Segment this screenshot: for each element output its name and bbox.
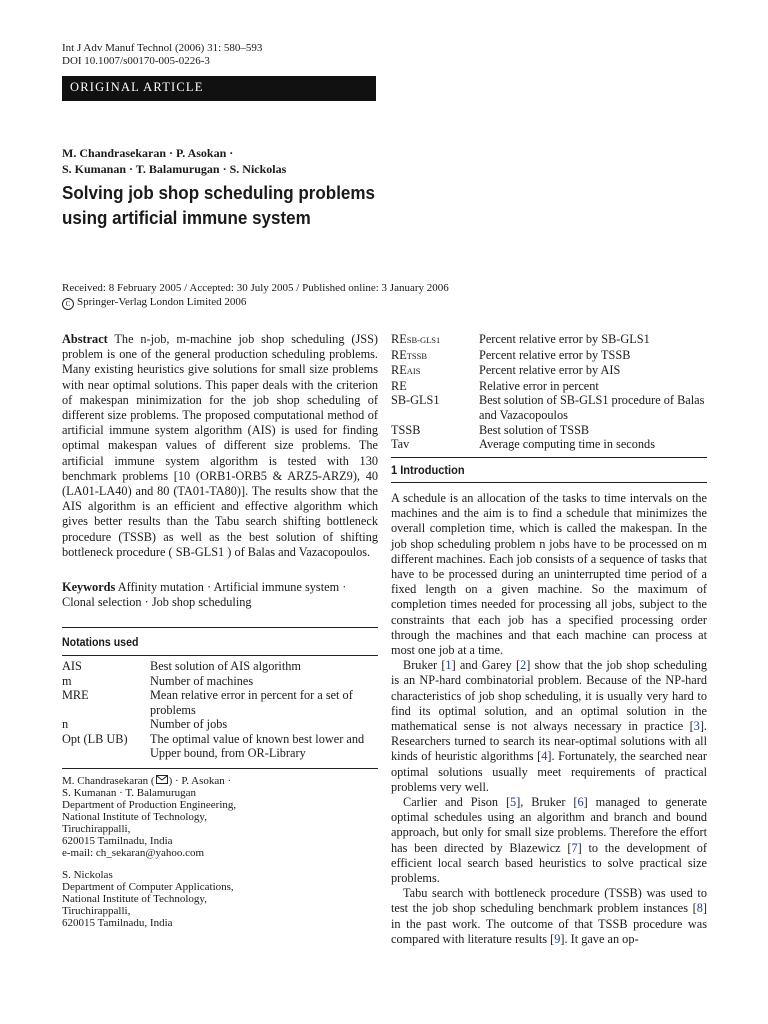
text-run: ] in the past work. The outcome of that TSSB procedure was compared with literature results [ bbox=[391, 901, 707, 946]
affiliation-line: 620015 Tamilnadu, India bbox=[62, 917, 173, 929]
text-run: ], Bruker [ bbox=[516, 795, 578, 810]
notation-term bbox=[391, 332, 479, 348]
notation-term-base: RE bbox=[391, 347, 407, 362]
author-list bbox=[62, 145, 286, 177]
notation-definition: Percent relative error by AIS bbox=[479, 363, 621, 378]
copyright-icon: C bbox=[62, 298, 74, 310]
divider bbox=[62, 768, 378, 769]
affiliation-line: 620015 Tamilnadu, India bbox=[62, 835, 173, 847]
notation-term: Tav bbox=[391, 437, 410, 452]
title-line-1: Solving job shop scheduling problems bbox=[62, 182, 376, 203]
text-run: ]. Researchers turned to search its near-optimal solutions with all kinds of heuristic algorithms [ bbox=[391, 719, 707, 764]
affiliation-line: National Institute of Technology, bbox=[62, 893, 207, 905]
author-line-1: M. Chandrasekaran · P. Asokan · bbox=[62, 146, 234, 160]
copyright-line bbox=[62, 295, 449, 310]
divider bbox=[62, 655, 378, 656]
notation-definition: Percent relative error by SB-GLS1 bbox=[479, 332, 650, 346]
spacer bbox=[62, 859, 378, 869]
text-run: ] to the development of efficient local search based heuristics to solve practical size problems. bbox=[391, 840, 707, 886]
notation-row bbox=[391, 332, 707, 348]
affiliation-line: Department of Computer Applications, bbox=[62, 881, 234, 893]
text-run: ]. It gave an op- bbox=[560, 931, 639, 946]
notation-definition: Mean relative error in percent for a set of problems bbox=[150, 688, 353, 717]
section-heading: 1 Introduction bbox=[391, 463, 465, 477]
paragraph bbox=[391, 886, 707, 947]
abstract-text: The n-job, m-machine job shop scheduling (JSS) problem is one of the general production scheduling problems. Many existing heuristics give solutions for small size problems with near optimal solutions. This paper deals with the criterion of makespan minimization for the job shop scheduling of different size problems. The proposed computational method of artificial immune system algorithm (AIS) is used for finding optimal makespan values of different size problems. The artificial immune system algorithm is tested with 130 benchmark problems [10 (ORB1-ORB5 & ARZ5-ARZ9), 40 (LA01-LA40) and 80 (TA01-TA80)]. The results show that the AIS algorithm is an efficient and effective algorithm which gives better results than the Tabu search shifting bottleneck procedure (TSSB) as well as the best solution of shifting bottleneck procedure ( SB-GLS1 ) of Balas and Vazacopoulos. bbox=[62, 332, 378, 559]
notation-definition: Best solution of SB-GLS1 procedure of Balas and Vazacopoulos bbox=[479, 393, 705, 422]
divider bbox=[391, 482, 707, 483]
notation-definition: Number of jobs bbox=[150, 717, 228, 731]
notation-term-subscript: SB-GLS1 bbox=[406, 335, 441, 345]
paragraph: A schedule is an allocation of the tasks to time intervals on the machines and the aim is to find a schedule that minimizes the overall completion time, which is called the makespan. In the job shop scheduling problem n jobs have to be processed on m different machines. Each job consists of a sequence of tasks that have to be processed during an uninterrupted time period of a fixed length on a given machine. So the maximum of completion times needed for processing all jobs, subject to the constraints that each job has a specified processing order through the machines and that each machine can process at most one job at a time. bbox=[391, 491, 707, 658]
journal-citation bbox=[62, 42, 262, 68]
affiliation-line: Tiruchirappalli, bbox=[62, 823, 131, 835]
notation-term-subscript: TSSB bbox=[406, 350, 428, 361]
paragraph bbox=[391, 658, 707, 795]
notation-definition: Best solution of AIS algorithm bbox=[150, 659, 301, 673]
notation-term-base: RE bbox=[391, 363, 407, 378]
text-run: Bruker [ bbox=[403, 658, 446, 673]
notation-row bbox=[391, 363, 707, 379]
notation-term: n bbox=[62, 717, 69, 731]
notations-heading: Notations used bbox=[62, 637, 139, 649]
notations-list bbox=[62, 659, 378, 761]
affiliation-text: ) · P. Asokan · bbox=[168, 775, 232, 787]
notation-definition: Relative error in percent bbox=[479, 378, 599, 393]
affiliation-line: Tiruchirappalli, bbox=[62, 905, 131, 917]
notation-definition: Average computing time in seconds bbox=[479, 437, 655, 452]
author-line-2: S. Kumanan · T. Balamurugan · S. Nickolas bbox=[62, 162, 287, 176]
journal-line: Int J Adv Manuf Technol (2006) 31: 580–593 bbox=[62, 42, 263, 54]
citation-link[interactable]: 5 bbox=[510, 795, 517, 810]
introduction-body bbox=[391, 491, 707, 947]
notation-term: m bbox=[62, 673, 72, 688]
notation-term: AIS bbox=[62, 659, 82, 673]
envelope-icon bbox=[156, 775, 168, 784]
notation-row bbox=[62, 688, 378, 717]
abstract bbox=[62, 332, 378, 560]
title-line-2: using artificial immune system bbox=[62, 207, 311, 228]
notation-term: TSSB bbox=[391, 422, 421, 437]
citation-link[interactable]: 6 bbox=[577, 795, 584, 810]
divider bbox=[62, 627, 378, 628]
notation-row bbox=[391, 423, 707, 438]
text-run: ] show that the job shop scheduling is an NP-hard combinatorial problem. Because of the NP-hard characteristics of job shop scheduling, it is usually very hard to find its optimal solution, and an optimal solution in the mathematical sense is not always necessary in practice [ bbox=[391, 658, 707, 734]
citation-link[interactable]: 2 bbox=[520, 658, 527, 673]
notation-term-subscript: AIS bbox=[406, 366, 421, 377]
text-run: ] managed to generate optimal schedules using an algorithm and branch and bound approach, but only for small size problems. Therefore the effort has been directed by Blazewicz [ bbox=[391, 795, 707, 855]
date-history: Received: 8 February 2005 / Accepted: 30 July 2005 / Published online: 3 January 2006 bbox=[62, 282, 449, 294]
notation-row bbox=[391, 393, 707, 422]
affiliation-line: S. Kumanan · T. Balamurugan bbox=[62, 787, 197, 799]
text-run: Tabu search with bottleneck procedure (TSSB) was used to test the job shop scheduling benchmark problem instances [ bbox=[391, 886, 707, 916]
notation-definition: The optimal value of known best lower and Upper bound, from OR-Library bbox=[150, 731, 365, 760]
notation-row bbox=[62, 732, 378, 761]
envelope-icon-shape bbox=[157, 776, 167, 783]
notation-term: Opt (LB UB) bbox=[62, 731, 128, 746]
text-run: ]. Fortunately, the searched near optimal solutions usually meet requirements of practical problems very well. bbox=[391, 749, 707, 794]
article-type-banner: ORIGINAL ARTICLE bbox=[62, 76, 376, 101]
citation-link[interactable]: 3 bbox=[693, 719, 700, 734]
affiliation-text: M. Chandrasekaran ( bbox=[62, 775, 155, 787]
notation-definition: Best solution of TSSB bbox=[479, 422, 590, 437]
notation-row bbox=[62, 659, 378, 674]
paper-title bbox=[62, 180, 375, 230]
publication-history bbox=[62, 281, 449, 310]
notation-row bbox=[62, 717, 378, 732]
divider bbox=[391, 457, 707, 458]
notation-term bbox=[391, 363, 479, 379]
keywords-label: Keywords bbox=[62, 580, 116, 594]
doi-line: DOI 10.1007/s00170-005-0226-3 bbox=[62, 55, 210, 67]
email-line: e-mail: ch_sekaran@yahoo.com bbox=[62, 847, 205, 859]
citation-link[interactable]: 7 bbox=[571, 840, 578, 855]
notation-term: SB-GLS1 bbox=[391, 393, 440, 408]
notation-definition: Number of machines bbox=[150, 673, 254, 688]
paragraph bbox=[391, 795, 707, 886]
keywords-text: Affinity mutation · Artificial immune system · Clonal selection · Job shop scheduling bbox=[62, 580, 347, 610]
notation-row bbox=[391, 379, 707, 394]
notations-list-continued bbox=[391, 332, 707, 452]
notation-term: RE bbox=[391, 378, 407, 393]
abstract-label: Abstract bbox=[62, 332, 108, 346]
affiliation-line: S. Nickolas bbox=[62, 869, 113, 881]
affiliation-line: National Institute of Technology, bbox=[62, 811, 207, 823]
affiliation-line bbox=[62, 775, 378, 787]
affiliation-line: Department of Production Engineering, bbox=[62, 799, 237, 811]
notation-row bbox=[391, 348, 707, 364]
text-run: Carlier and Pison [ bbox=[403, 795, 511, 810]
citation-link[interactable]: 4 bbox=[541, 749, 548, 764]
author-affiliations bbox=[62, 775, 378, 929]
citation-link[interactable]: 9 bbox=[554, 931, 561, 946]
citation-link[interactable]: 1 bbox=[445, 658, 452, 673]
notation-term bbox=[391, 348, 479, 364]
text-run: ] and Garey [ bbox=[451, 658, 521, 673]
notation-term-base: RE bbox=[391, 332, 407, 346]
keywords bbox=[62, 580, 378, 610]
copyright-text: Springer-Verlag London Limited 2006 bbox=[77, 296, 247, 308]
notation-definition: Percent relative error by TSSB bbox=[479, 347, 631, 362]
notation-row bbox=[391, 437, 707, 452]
notation-term: MRE bbox=[62, 688, 89, 702]
notation-row bbox=[62, 674, 378, 689]
citation-link[interactable]: 8 bbox=[696, 901, 703, 916]
